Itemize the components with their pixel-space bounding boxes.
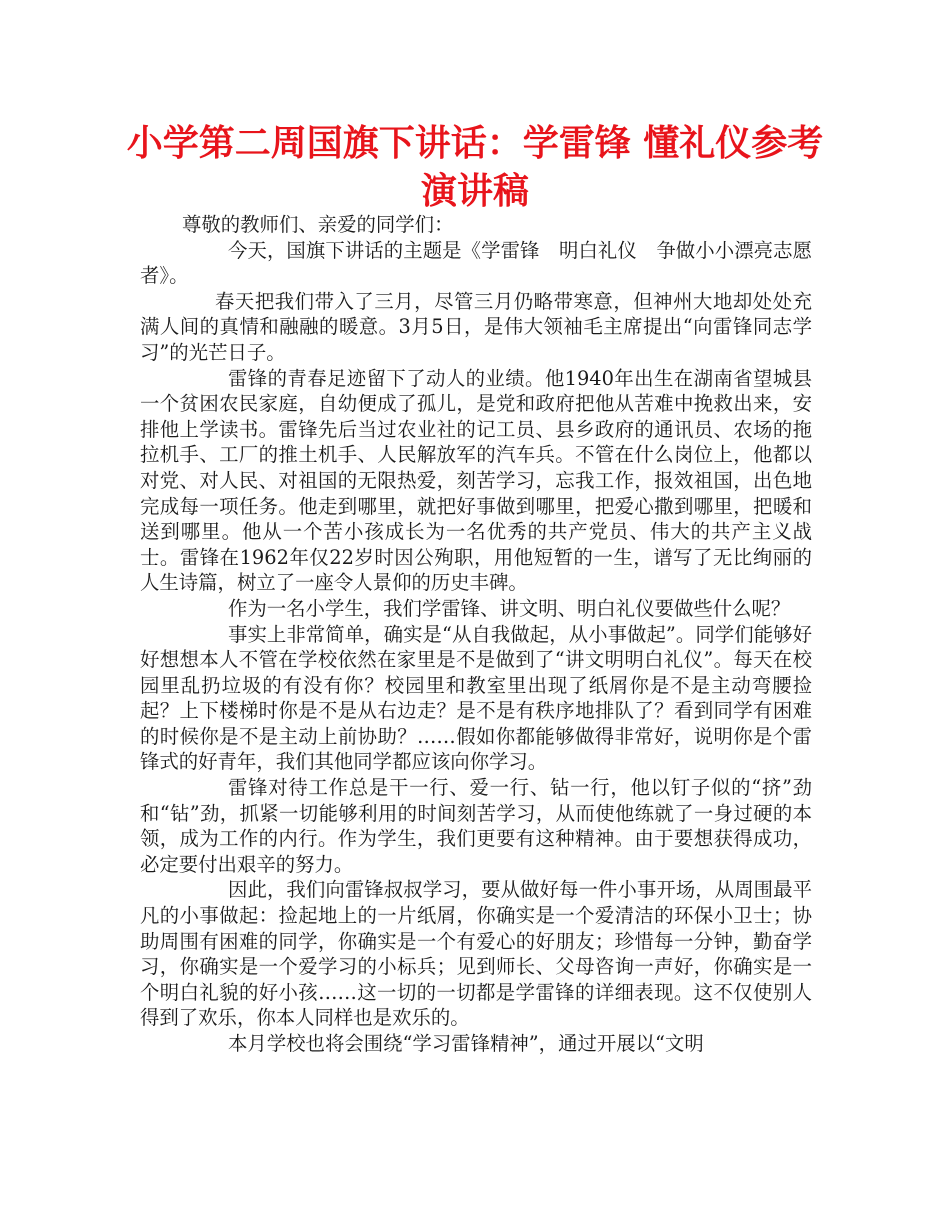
document-title: 小学第二周国旗下讲话：学雷锋 懂礼仪参考演讲稿 [126,123,824,212]
greeting-line: 尊敬的教师们、亲爱的同学们： [182,213,454,236]
paragraph-start-small: 事实上非常简单，确实是“从自我做起，从小事做起”。同学们能够好好想想本人不管在学校依然在家里是不是做到了“讲文明明白礼仪”。每天在校园里乱扔垃圾的有没有你？校园里和教室里出现了纸屑你是不是主动弯腰捡起？上下楼梯时你是不是从右边走？是不是有秩序地排队了？看到同学有困难的时候你是不是主动上前协助？……假如你都能够做得非常好，说明你是个雷锋式的好青年，我们其他同学都应该向你学习。 [140,622,812,774]
paragraph-nail-spirit: 雷锋对待工作总是干一行、爱一行、钻一行，他以钉子似的“挤”劲和“钻”劲，抓紧一切能够利用的时间刻苦学习，从而使他练就了一身过硬的本领，成为工作的内行。作为学生，我们更要有这种精神。由于要想获得成功，必定要付出艰辛的努力。 [140,776,812,876]
paragraph-lei-feng-life: 雷锋的青春足迹留下了动人的业绩。他1940年出生在湖南省望城县一个贫困农民家庭，自幼便成了孤儿，是党和政府把他从苦难中挽救出来，安排他上学读书。雷锋先后当过农业社的记工员、县乡政府的通讯员、农场的拖拉机手、工厂的推土机手、人民解放军的汽车兵。不管在什么岗位上，他都以对党、对人民、对祖国的无限热爱，刻苦学习，忘我工作，报效祖国，出色地完成每一项任务。他走到哪里，就把好事做到哪里，把爱心撒到哪里，把暖和送到哪里。他从一个苦小孩成长为一名优秀的共产党员、伟大的共产主义战士。雷锋在1962年仅22岁时因公殉职，用他短暂的一生，谱写了无比绚丽的人生诗篇，树立了一座令人景仰的历史丰碑。 [140,366,812,595]
document-body [140,212,812,1057]
paragraph-small-things: 因此，我们向雷锋叔叔学习，要从做好每一件小事开场，从周围最平凡的小事做起：捡起地上的一片纸屑，你确实是一个爱清洁的环保小卫士；协助周围有困难的同学，你确实是一个有爱心的好朋友；珍惜每一分钟，勤奋学习，你确实是一个爱学习的小标兵；见到师长、父母咨询一声好，你确实是一个明白礼貌的好小孩……这一切的一切都是学雷锋的详细表现。这不仅使别人得到了欢乐，你本人同样也是欢乐的。 [140,878,812,1030]
paragraph-spring: 春天把我们带入了三月，尽管三月仍略带寒意，但神州大地却处处充满人间的真情和融融的暖意。3月5日，是伟大领袖毛主席提出“向雷锋同志学习”的光芒日子。 [140,289,812,364]
paragraph-theme: 今天，国旗下讲话的主题是《学雷锋 明白礼仪 争做小小漂亮志愿者》。 [140,238,812,288]
paragraph-question: 作为一名小学生，我们学雷锋、讲文明、明白礼仪要做些什么呢？ [228,596,791,620]
paragraph-school-activity: 本月学校也将会围绕“学习雷锋精神”，通过开展以“文明 [228,1032,704,1055]
